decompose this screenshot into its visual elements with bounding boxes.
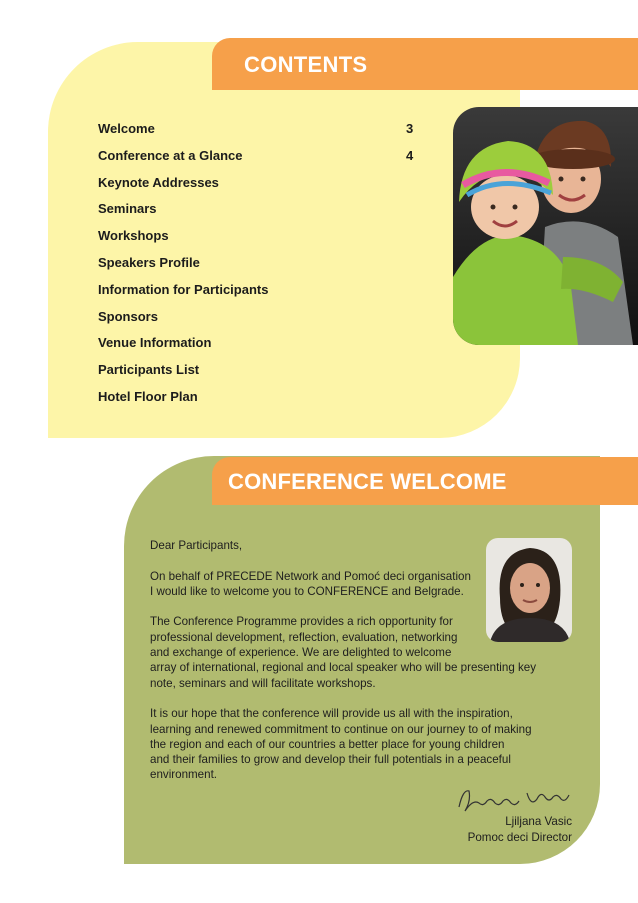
signature: [453, 785, 575, 815]
toc-item-label: Workshops: [98, 228, 169, 244]
toc-item-glance[interactable]: [98, 143, 428, 170]
contents-title: CONTENTS: [244, 52, 368, 77]
toc-item-speakers[interactable]: [98, 250, 428, 277]
toc-item-label: Conference at a Glance: [98, 147, 243, 163]
director-photo: [486, 538, 572, 642]
letter-line: array of international, regional and local speaker who will be presenting key: [150, 661, 537, 675]
toc-item-label: Speakers Profile: [98, 254, 200, 270]
toc-item-page: 3: [406, 121, 414, 136]
toc-item-label: Sponsors: [98, 308, 158, 324]
letter-line: environment.: [150, 768, 218, 782]
toc-item-label: Venue Information: [98, 335, 212, 351]
letter-line: the region and each of our countries a better place for young children: [150, 737, 505, 751]
toc-item-welcome[interactable]: [98, 116, 428, 143]
children-photo: [453, 107, 638, 345]
toc-item-label: Information for Participants: [98, 281, 269, 297]
table-of-contents: [98, 116, 428, 411]
toc-item-page: 4: [406, 147, 414, 163]
toc-item-participants[interactable]: [98, 357, 428, 384]
toc-item-label: Seminars: [98, 201, 157, 217]
letter-greeting: Dear Participants,: [150, 539, 243, 552]
letter-line: learning and renewed commitment to continue on our journey to of making: [150, 722, 532, 736]
toc-item-keynotes[interactable]: [98, 170, 428, 197]
toc-item-floorplan[interactable]: [98, 384, 428, 411]
toc-item-label: Hotel Floor Plan: [98, 388, 198, 404]
letter-line: and their families to grow and develop their full potentials in a peaceful: [150, 753, 511, 767]
toc-item-label: Welcome: [98, 121, 155, 136]
letter-line: It is our hope that the conference will provide us all with the inspiration,: [150, 707, 513, 721]
letter-line: and exchange of experience. We are delighted to welcome: [150, 646, 452, 660]
toc-item-sponsors[interactable]: [98, 304, 428, 331]
toc-item-label: Participants List: [98, 362, 200, 378]
letter-line: I would like to welcome you to CONFERENCE and Belgrade.: [150, 584, 464, 598]
letter-paragraph-3: [150, 706, 570, 782]
toc-item-seminars[interactable]: [98, 196, 428, 223]
letter-line: professional development, reflection, evaluation, networking: [150, 630, 458, 644]
signer-title: Pomoc deci Director: [467, 831, 572, 844]
letter-line: On behalf of PRECEDE Network and Pomoć deci organisation: [150, 569, 471, 583]
letter-line: note, seminars and will facilitate workshops.: [150, 676, 376, 690]
letter-line: The Conference Programme provides a rich opportunity for: [150, 615, 453, 629]
welcome-title: CONFERENCE WELCOME: [228, 469, 507, 494]
toc-item-venue[interactable]: [98, 330, 428, 357]
toc-item-label: Keynote Addresses: [98, 174, 219, 190]
toc-item-info[interactable]: [98, 277, 428, 304]
signer-name: Ljiljana Vasic: [505, 815, 572, 828]
toc-item-workshops[interactable]: [98, 223, 428, 250]
